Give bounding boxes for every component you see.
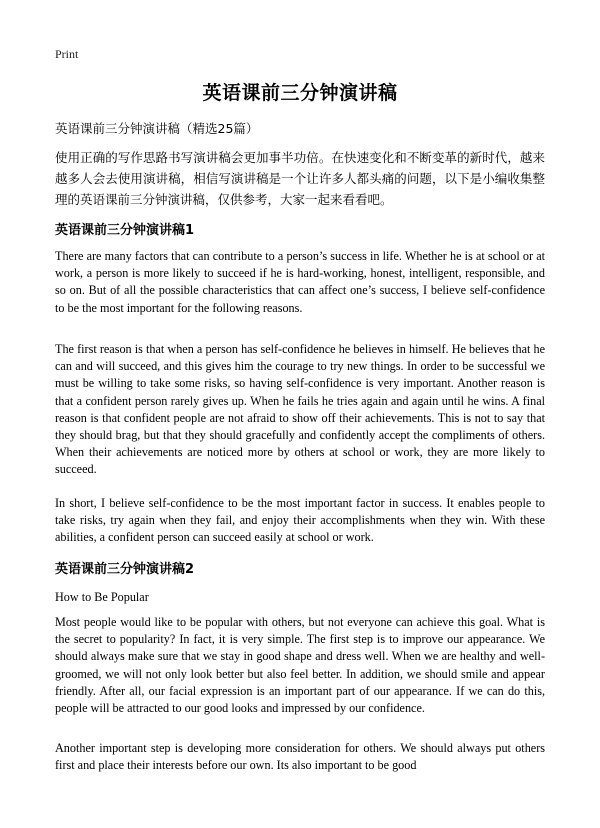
body-paragraph: In short, I believe self-confidence to be the most important factor in success. It enables people to take risks, try again when they fail, and enjoy their accomplishments when they win. With these abilities, a confident person can succeed easily at school or work. (55, 496, 545, 545)
body-paragraph: The first reason is that when a person has self-confidence he believes in himself. He believes that he can and will succeed, and this gives him the courage to try new things. In order to be successful we must be willing to take some risks, so having self-confidence is very important. Another reason is that a confident person rarely gives up. When he fails he tries again and again until he wins. A final reason is that confident people are not afraid to show off their achievements. This is not to say that they should brag, but that they should gracefully and confidently accept the compliments of others. When their achievements are noticed more by others at school or work, they are more likely to succeed. (55, 342, 545, 477)
page-title: 英语课前三分钟演讲稿 (202, 82, 398, 104)
body-paragraph-title: How to Be Popular (55, 590, 149, 604)
section-heading-2: 英语课前三分钟演讲稿2 (55, 562, 195, 577)
print-label: Print (55, 47, 79, 61)
body-paragraph: There are many factors that can contribute to a person’s success in life. Whether he is at school or at work, a person is more likely to succeed if he is hard-working, honest, intelligent, responsible, and so on. But of all the possible characteristics that can affect one’s success, I believe self-confidence to be the most important for the following reasons. (55, 249, 545, 315)
intro-paragraph: 使用正确的写作思路书写演讲稿会更加事半功倍。在快速变化和不断变革的新时代，越来越多人会去使用演讲稿，相信写演讲稿是一个让许多人都头痛的问题，以下是小编收集整理的英语课前三分钟演讲稿，仅供参考，大家一起来看看吧。 (55, 150, 545, 207)
body-paragraph: Most people would like to be popular with others, but not everyone can achieve this goal. What is the secret to popularity? In fact, it is very simple. The first step is to improve our appearance. We should always make sure that we stay in good shape and dress well. When we are healthy and well-groomed, we will not only look better but also feel better. In addition, we should smile and appear friendly. After all, our facial expression is an important part of our appearance. If we can do this, people will be attracted to our good looks and impressed by our confidence. (55, 615, 545, 716)
document-subtitle: 英语课前三分钟演讲稿（精选25篇） (55, 121, 259, 136)
section-heading-1: 英语课前三分钟演讲稿1 (55, 223, 195, 238)
body-paragraph: Another important step is developing more consideration for others. We should always put others first and place their interests before our own. Its also important to be good (55, 741, 545, 773)
